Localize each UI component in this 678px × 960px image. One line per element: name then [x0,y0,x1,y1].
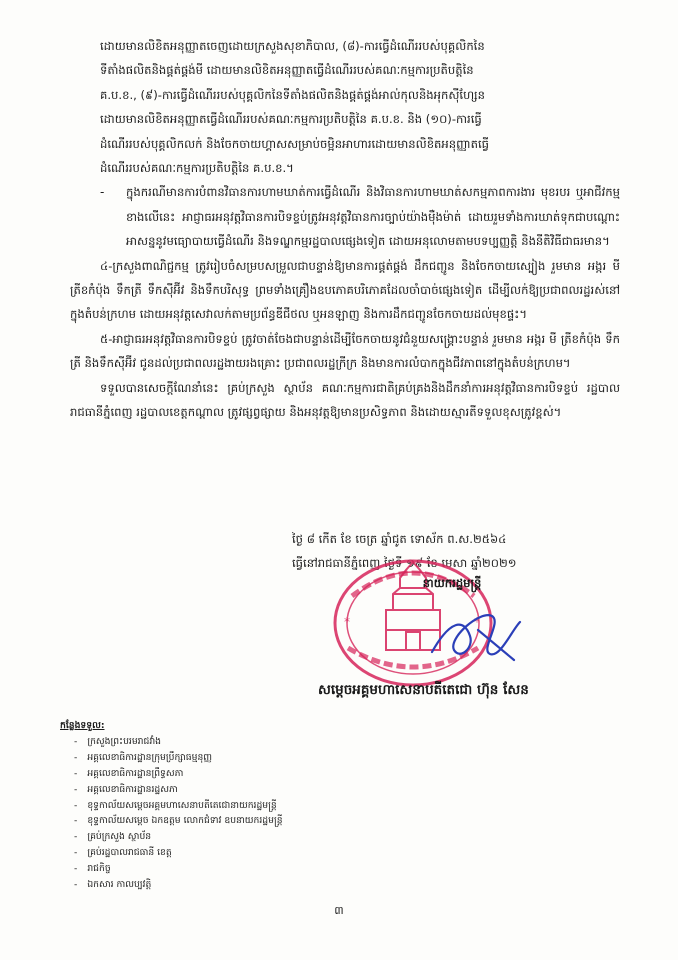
recipient-item: - គ្រប់ក្រសួង ស្ថាប័ន [74,829,360,845]
svg-text:*: * [344,615,350,629]
bullet-text: ក្នុងករណីមានការបំពានវិធានការហាមឃាត់ការធ្វើដំណើរ និងវិធានការហាមឃាត់សកម្មភាពការងារ មុខរបរ ឬអាជីវកម្មខាងលើនេះ អាជ្ញាធរអនុវត្តវិធានការបិទខ្ទប់ត្រូវអនុវត្តវិធានការច្បាប់យ៉ាងម៉ឺងម៉ាត់ ដោយរួមទាំងការឃាត់ទុកជាបណ្តោះអាសន្ននូវមធ្យោបាយធ្វើដំណើរ និងទណ្ឌកម្មរដ្ឋបាលផ្សេងទៀត ដោយអនុលោមតាមបទប្បញ្ញត្តិ និងនីតិវិធីជាធរមាន។ [126,185,620,249]
document-body [70,34,620,425]
svg-text:*: * [474,615,480,629]
recipient-item: - ឯកសារ កាលប្បវត្តិ [74,877,360,893]
recipient-item: - រាជកិច្ច [74,861,360,877]
recipient-item: - ក្រសួងព្រះបរមរាជវាំង [74,734,360,750]
recipient-item: - ខុទ្ទកាល័យសម្តេចអគ្គមហាសេនាបតីតេជោនាយករដ្ឋមន្ត្រី [74,798,360,814]
signature-icon [420,600,530,670]
bullet-paragraph [100,180,620,253]
recipient-item: - អគ្គលេខាធិការដ្ឋានព្រឹទ្ធសភា [74,766,360,782]
recipients-title: កន្លែងទទួល: [60,720,105,731]
paragraph-4: ៤-ក្រសួងពាណិជ្ជកម្ម ត្រូវរៀបចំសម្របសម្រួលជាបន្ទាន់ឱ្យមានការផ្គត់ផ្គង់ ដឹកជញ្ជូន និងចែកចាយស្បៀង រួមមាន អង្ករ មី ត្រីខកំប៉ុង ទឹកត្រី ទឹកស៊ីអ៊ីវ និងទឹកបរិសុទ្ធ ព្រមទាំងគ្រឿងឧបភោគបរិភោគដែលចាំបាច់ផ្សេងទៀត ដើម្បីលក់ឱ្យប្រជាពលរដ្ឋរស់នៅក្នុងតំបន់ក្រហម ដោយអនុវត្តសេវាលក់តាមប្រព័ន្ធឌីជីថល ឬអនឡាញ និងការដឹកជញ្ជូនចែកចាយដល់មុខផ្ទះ។ [70,258,620,322]
bullet-mark: - [100,185,105,200]
para1-line: ដំណើររបស់បុគ្គលិកលក់ និងចែកចាយហ្គាសសម្រាប់ចម្អិនអាហារដោយមានលិខិតអនុញ្ញាតធ្វើ [100,136,490,151]
para1-line: ដំណើររបស់គណៈកម្មការប្រតិបត្តិនៃ គ.ប.ខ.។ [100,161,294,176]
solar-date: ធ្វើនៅរាជធានីភ្នំពេញ ថ្ងៃទី ១៩ ខែ មេសា ឆ្នាំ២០២១ [292,556,517,570]
paragraph-5: ៥-អាជ្ញាធរអនុវត្តវិធានការបិទខ្ទប់ ត្រូវចាត់ចែងជាបន្ទាន់ដើម្បីចែកចាយនូវជំនួយសង្គ្រោះបន្ទាន់ រួមមាន អង្ករ មី ត្រីខកំប៉ុង ទឹកត្រី និងទឹកស៊ីអ៊ីវ ជូនដល់ប្រជាពលរដ្ឋងាយរងគ្រោះ ប្រជាពលរដ្ឋក្រីក្រ និងមានការលំបាកក្នុងជីវភាពនៅក្នុងតំបន់ក្រហម។ [70,331,620,371]
recipients-list [60,734,360,893]
para1-line: ដោយមានលិខិតអនុញ្ញាតធ្វើដំណើររបស់គណៈកម្មការប្រតិបត្តិនៃ គ.ប.ខ. និង (១០)-ការធ្វើ [100,112,482,127]
lunar-date: ថ្ងៃ ៨ កើត ខែ ចេត្រ ឆ្នាំជូត ទោស័ក ព.ស.២៥៦៤ [292,532,507,546]
signatory-title: នាយករដ្ឋមន្ត្រី [422,576,482,590]
paragraph-6: ទទួលបានសេចក្តីណែនាំនេះ គ្រប់ក្រសួង ស្ថាប័ន គណៈកម្មការជាតិគ្រប់គ្រងនិងដឹកនាំការអនុវត្តវិធានការបិទខ្ទប់ រដ្ឋបាលរាជធានីភ្នំពេញ រដ្ឋបាលខេត្តកណ្តាល ត្រូវផ្សព្វផ្សាយ និងអនុវត្តឱ្យមានប្រសិទ្ធភាព និងដោយស្មារតីទទួលខុសត្រូវខ្ពស់។ [70,380,620,420]
signatory-name: សម្តេចអគ្គមហាសេនាបតីតេជោ ហ៊ុន សែន [318,682,529,698]
recipients-block [60,718,360,893]
page-number: ៣ [334,904,344,917]
recipient-item: - គ្រប់រដ្ឋបាលរាជធានី ខេត្ត [74,845,360,861]
para1-line: ដោយមានលិខិតអនុញ្ញាតចេញដោយក្រសួងសុខាភិបាល, (៨)-ការធ្វើដំណើររបស់បុគ្គលិកនៃ [100,39,485,53]
recipient-item: - អគ្គលេខាធិការដ្ឋានរដ្ឋសភា [74,782,360,798]
para1-line: គ.ប.ខ., (៩)-ការធ្វើដំណើររបស់បុគ្គលិកនៃទីតាំងផលិតនិងផ្គត់ផ្គង់អាល់កុលនិងអុកស៊ីហ្សែន [100,87,485,102]
recipient-item: - ខុទ្ទកាល័យសម្តេច ឯកឧត្តម លោកជំទាវ ឧបនាយករដ្ឋមន្ត្រី [74,813,360,829]
recipient-item: - អគ្គលេខាធិការដ្ឋានក្រុមប្រឹក្សាធម្មនុញ្ញ [74,750,360,766]
para1-line: ទីតាំងផលិតនិងផ្គត់ផ្គង់មី ដោយមានលិខិតអនុញ្ញាតធ្វើដំណើររបស់គណៈកម្មការប្រតិបត្តិនៃ [100,63,474,78]
